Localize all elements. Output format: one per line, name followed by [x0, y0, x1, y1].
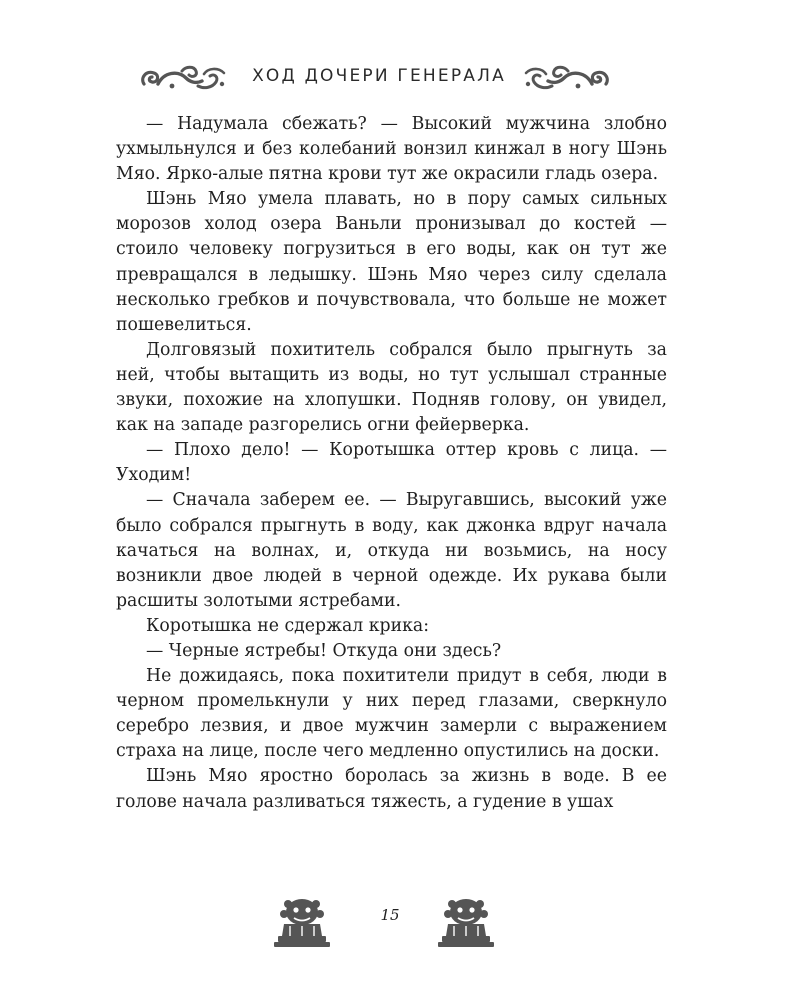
- page-number: 15: [380, 906, 400, 924]
- paragraph: Коротышка не сдержал крика:: [146, 615, 430, 636]
- body-text: [116, 112, 667, 815]
- scroll-ornament-icon: [138, 62, 228, 94]
- running-header: [0, 62, 800, 98]
- lion-icon: [272, 896, 332, 948]
- paragraph: Долговязый похититель собрался было прыгнуть за ней, чтобы вытащить из воды, но тут услышал странные звуки, похожие на хлопушки. Подняв голову, он увидел, как на западе разгорелись огни фейерверка.: [116, 339, 667, 436]
- scroll-ornament-icon: [522, 62, 612, 94]
- lion-icon: [436, 896, 496, 948]
- page-footer: [0, 896, 800, 952]
- paragraph: Шэнь Мяо умела плавать, но в пору самых сильных морозов холод озера Ваньли пронизывал до костей — стоило человеку погрузиться в его воды, как он тут же превращался в ледышку. Шэнь Мяо через силу сделала несколько гребков и почувствовала, что больше не может пошевелиться.: [116, 189, 667, 335]
- paragraph: — Плохо дело! — Коротышка оттер кровь с лица. — Уходим!: [116, 440, 667, 486]
- paragraph: — Сначала заберем ее. — Выругавшись, высокий уже было собрался прыгнуть в воду, как джонка вдруг начала качаться на волнах, и, откуда ни возьмись, на носу возникли двое людей в черной одежде. Их рукава были расшиты золотыми ястребами.: [116, 490, 667, 611]
- running-header-title: ХОД ДОЧЕРИ ГЕНЕРАЛА: [252, 66, 506, 86]
- paragraph: Не дожидаясь, пока похитители придут в себя, люди в черном промелькнули у них перед глазами, сверкнуло серебро лезвия, и двое мужчин замерли с выражением страха на лице, после чего медленно опустились на доски.: [116, 666, 667, 762]
- paragraph: — Черные ястребы! Откуда они здесь?: [146, 640, 502, 661]
- paragraph: — Надумала сбежать? — Высокий мужчина злобно ухмыльнулся и без колебаний вонзил кинжал в ногу Шэнь Мяо. Ярко-алые пятна крови тут же окрасили гладь озера.: [116, 114, 667, 185]
- paragraph: Шэнь Мяо яростно боролась за жизнь в воде. В ее голове начала разливаться тяжесть, а гудение в ушах: [116, 766, 667, 812]
